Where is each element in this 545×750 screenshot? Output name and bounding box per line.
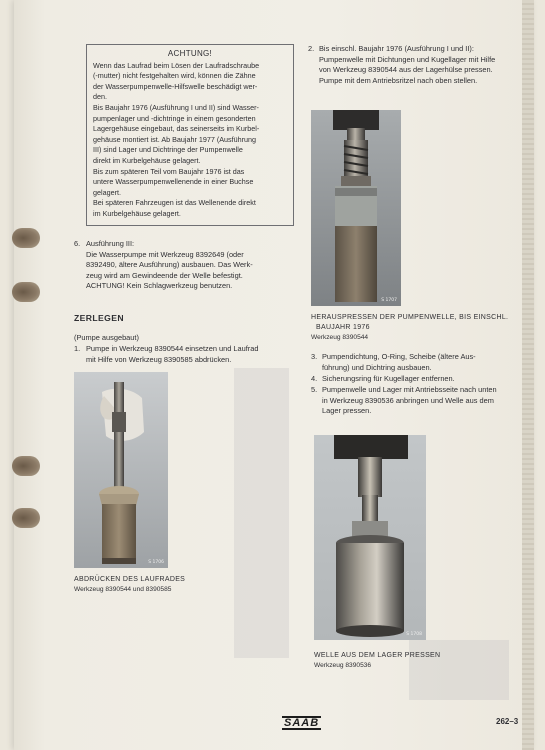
photo-left-caption (74, 575, 185, 595)
warning-line: Bei späteren Fahrzeugen ist das Wellenende direkt (93, 198, 256, 208)
warning-line: III) sind Lager und Dichtringe der Pumpenwelle (93, 145, 243, 155)
section-heading: ZERLEGEN (74, 313, 124, 323)
binder-hole-1 (12, 228, 40, 248)
step-2-number: 2. (308, 44, 315, 53)
section-note: (Pumpe ausgebaut) (74, 333, 139, 342)
photo-illustration (311, 110, 401, 306)
warning-line: direkt im Kurbelgehäuse gelagert. (93, 155, 201, 165)
bleed-through (234, 368, 289, 658)
step-6-number: 6. (74, 239, 81, 248)
photo-code: S 1707 (381, 298, 397, 303)
page-number: 262–3 (496, 717, 519, 726)
step-line: Pumpenwelle mit Dichtungen und Kugellager mit Hilfe (319, 54, 496, 64)
step-line: von Werkzeug 8390544 aus der Lagerhülse pressen. (319, 65, 493, 75)
binder-hole-2 (12, 282, 40, 302)
warning-line: den. (93, 92, 107, 102)
caption-sub: Werkzeug 8390544 und 8390585 (74, 586, 172, 593)
warning-line: im Kurbelgehäuse gelagert. (93, 208, 181, 218)
warning-line: untere Wasserpumpenwellenende in einer Buchse (93, 177, 254, 187)
step-line: Lager pressen. (322, 406, 372, 416)
photo-shaft-from-bearing (314, 435, 426, 640)
step-line: 8392490, ältere Ausführung) ausbauen. Das Werk- (86, 260, 253, 270)
photo-right-bottom-caption (314, 651, 440, 671)
step-line: mit Hilfe von Werkzeug 8390585 abdrücken. (86, 354, 232, 364)
step-2-text (319, 44, 524, 86)
warning-line: Bis Baujahr 1976 (Ausführung I und II) sind Wasser- (93, 102, 259, 112)
step-4-number: 4. (311, 374, 318, 383)
warning-line: Wenn das Laufrad beim Lösen der Laufradschraube (93, 60, 260, 70)
warning-line: der Wasserpumpenwelle-Hilfswelle beschädigt wer- (93, 81, 258, 91)
step-line: Pumpe mit dem Antriebsritzel nach oben stellen. (319, 75, 478, 85)
warning-line: Lagergehäuse eingebaut, das seinerseits im Kurbel- (93, 124, 260, 134)
warning-line: (-mutter) nicht festgehalten wird, können die Zähne (93, 71, 256, 81)
step-line: führung) und Dichtring ausbauen. (322, 362, 432, 372)
manual-page (14, 0, 534, 750)
saab-logo: SAAB (284, 717, 320, 729)
warning-line: gelagert. (93, 187, 121, 197)
photo-impeller-removal (74, 372, 168, 568)
step-5-text (322, 385, 527, 417)
step-line: in Werkzeug 8390536 anbringen und Welle aus dem (322, 395, 494, 405)
binder-hole-4 (12, 508, 40, 528)
photo-right-top-caption (311, 313, 508, 343)
binder-hole-3 (12, 456, 40, 476)
step-5-number: 5. (311, 385, 318, 394)
step-line: Sicherungsring für Kugellager entfernen. (322, 374, 455, 383)
step-1-text (86, 344, 301, 365)
step-line: Pumpe in Werkzeug 8390544 einsetzen und Laufrad (86, 344, 259, 353)
step-1-number: 1. (74, 344, 81, 353)
warning-title: ACHTUNG! (167, 49, 213, 58)
caption-title: WELLE AUS DEM LAGER PRESSEN (314, 652, 441, 659)
photo-illustration (314, 435, 426, 640)
step-line: Ausführung III: (86, 239, 135, 248)
caption-sub: Werkzeug 8390536 (314, 662, 372, 669)
caption-sub: Werkzeug 8390544 (311, 334, 369, 341)
step-line: Die Wasserpumpe mit Werkzeug 8392649 (oder (86, 249, 244, 259)
step-line: Pumpenwelle und Lager mit Antriebsseite nach unten (322, 385, 497, 394)
caption-title: HERAUSPRESSEN DER PUMPENWELLE, BIS EINSCHL. (311, 314, 509, 321)
photo-shaft-press-out (311, 110, 401, 306)
step-6-text (86, 239, 301, 292)
warning-box (86, 44, 294, 226)
warning-line: gehäuse montiert ist. Ab Baujahr 1977 (Ausführung (93, 134, 257, 144)
warning-line: pumpenlager und -dichtringe in einem gesonderten (93, 113, 256, 123)
step-3-text (322, 352, 527, 373)
step-line: Pumpendichtung, O-Ring, Scheibe (ältere Aus- (322, 352, 476, 361)
photo-code: S 1706 (148, 560, 164, 565)
photo-code: S 1708 (406, 632, 422, 637)
step-line: ACHTUNG! Kein Schlagwerkzeug benutzen. (86, 281, 233, 291)
step-4-text (322, 374, 527, 385)
warning-line: Bis zum späteren Teil vom Baujahr 1976 ist das (93, 166, 245, 176)
step-3-number: 3. (311, 352, 318, 361)
caption-title: BAUJAHR 1976 (316, 324, 370, 331)
step-line: zeug wird am Gewindeende der Welle befestigt. (86, 270, 243, 280)
photo-illustration (74, 372, 168, 568)
caption-title: ABDRÜCKEN DES LAUFRADES (74, 576, 186, 583)
step-line: Bis einschl. Baujahr 1976 (Ausführung I und II): (319, 44, 474, 53)
